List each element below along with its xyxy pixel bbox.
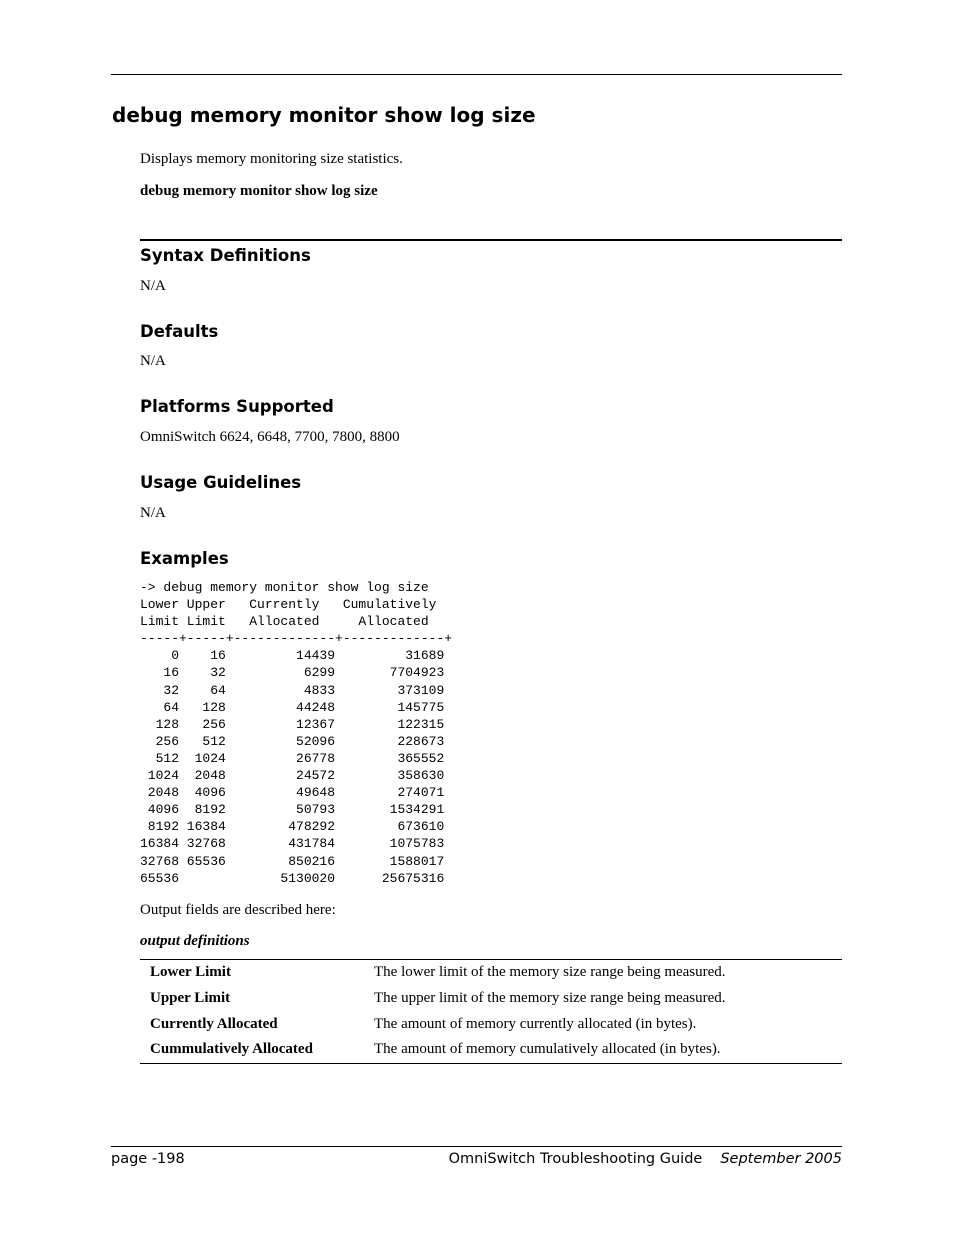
table-row [140,1037,842,1063]
section-rule [140,239,842,241]
usage-guidelines-heading: Usage Guidelines [140,473,302,492]
header-rule [111,74,842,75]
field-name: Currently Allocated [150,1015,278,1032]
syntax-definitions-text: N/A [140,278,166,294]
field-name: Cummulatively Allocated [150,1041,313,1058]
field-name: Lower Limit [150,964,231,981]
page-title: debug memory monitor show log size [112,103,536,127]
page-number: page -198 [111,1151,185,1167]
table-caption: output definitions [140,933,250,949]
syntax-definitions-heading: Syntax Definitions [140,246,311,265]
publication-date: September 2005 [720,1151,842,1167]
table-row [140,1011,842,1037]
examples-heading: Examples [140,549,229,568]
footer-rule [111,1146,842,1147]
platforms-heading: Platforms Supported [140,397,334,416]
platforms-text: OmniSwitch 6624, 6648, 7700, 7800, 8800 [140,429,400,445]
field-description: The lower limit of the memory size range being measured. [374,964,726,981]
defaults-heading: Defaults [140,322,219,341]
output-intro: Output fields are described here: [140,902,336,918]
field-description: The upper limit of the memory size range being measured. [374,990,726,1007]
field-description: The amount of memory cumulatively allocated (in bytes). [374,1041,721,1058]
field-name: Upper Limit [150,990,231,1007]
command-syntax: debug memory monitor show log size [140,183,378,199]
table-row [140,986,842,1012]
guide-title: OmniSwitch Troubleshooting Guide [448,1151,703,1167]
field-description: The amount of memory currently allocated (in bytes). [374,1015,697,1032]
output-definitions-table [140,959,842,1064]
defaults-text: N/A [140,353,166,369]
usage-guidelines-text: N/A [140,505,166,521]
table-row [140,960,842,986]
command-description: Displays memory monitoring size statistics. [140,151,403,167]
example-output: -> debug memory monitor show log size Lower Upper Currently Cumulatively Limit Limit Allocated Allocated -----+-----+-------------+-------------+ 0 16 14439 31689 16 32 6299 7704923 32 64 4833 373109 64 128 44248 145775 128 256 12367 122315 256 512 52096 228673 512 1024 26778 365552 1024 2048 24572 358630 2048 4096 49648 274071 4096 8192 50793 1534291 8192 16384 478292 673610 16384 32768 431784 1075783 32768 65536 850216 1588017 65536 5130020 25675316 [140,580,453,886]
footer-info [449,1151,842,1167]
